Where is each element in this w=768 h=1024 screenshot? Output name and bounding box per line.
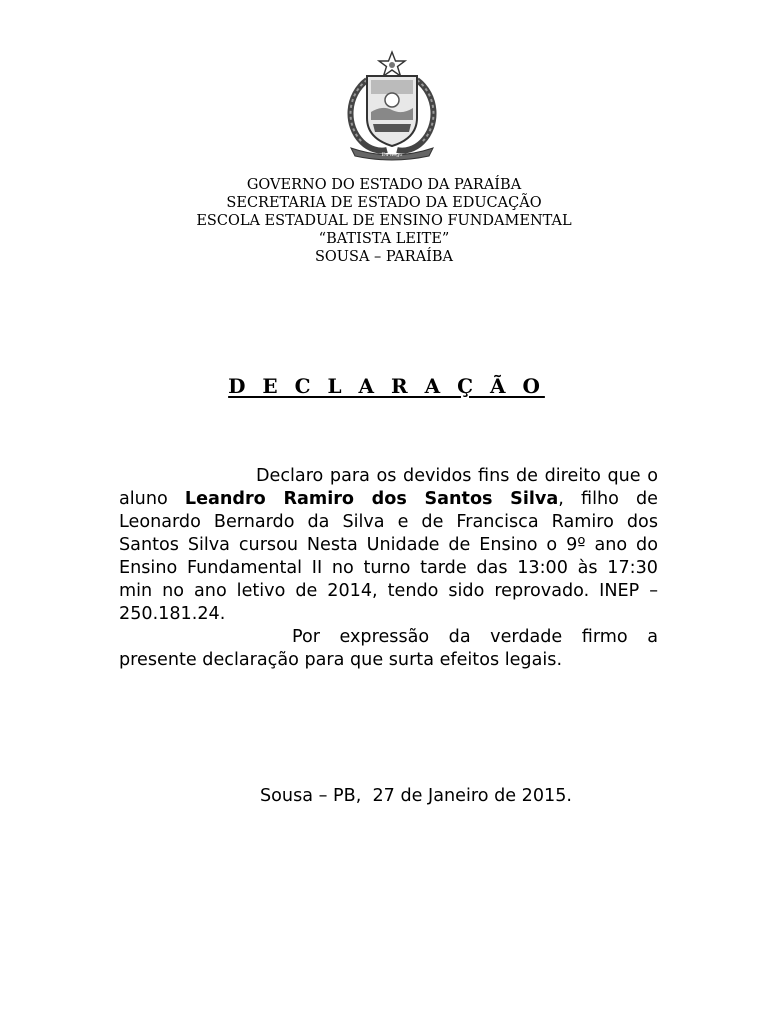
header-secretariat: SECRETARIA DE ESTADO DA EDUCAÇÃO	[226, 195, 542, 211]
institution-header	[0, 176, 768, 266]
declaration-paragraph-1	[119, 465, 658, 626]
document-title	[0, 374, 768, 398]
paragraph-1-start: Declaro para os devidos fins de direito que o aluno	[119, 466, 658, 509]
paragraph-1-end: , filho de Leonardo Bernardo da Silva e de Francisca Ramiro dos Santos Silva cursou Nesta Unidade de Ensino o 9º ano do Ensino Fundamental II no turno tarde das 13:00 às 17:30 min no ano letivo de 2014, tendo sido reprovado. INEP – 250.181.24.	[119, 489, 659, 624]
header-school-name: “BATISTA LEITE”	[318, 231, 450, 247]
student-name: Leandro Ramiro dos Santos Silva	[184, 489, 559, 509]
header-government: GOVERNO DO ESTADO DA PARAÍBA	[246, 177, 522, 193]
state-coat-of-arms-emblem	[337, 50, 447, 162]
emblem-motto: Eu nego	[381, 152, 403, 158]
header-school-type: ESCOLA ESTADUAL DE ENSINO FUNDAMENTAL	[196, 213, 572, 229]
date-line: Sousa – PB, 27 de Janeiro de 2015.	[260, 786, 573, 806]
declaration-body	[119, 465, 658, 672]
document-title-text: D E C L A R A Ç Ã O	[228, 374, 545, 398]
header-city: SOUSA – PARAÍBA	[314, 249, 454, 265]
declaration-paragraph-2: Por expressão da verdade firmo a presente declaração para que surta efeitos legais.	[119, 627, 658, 670]
